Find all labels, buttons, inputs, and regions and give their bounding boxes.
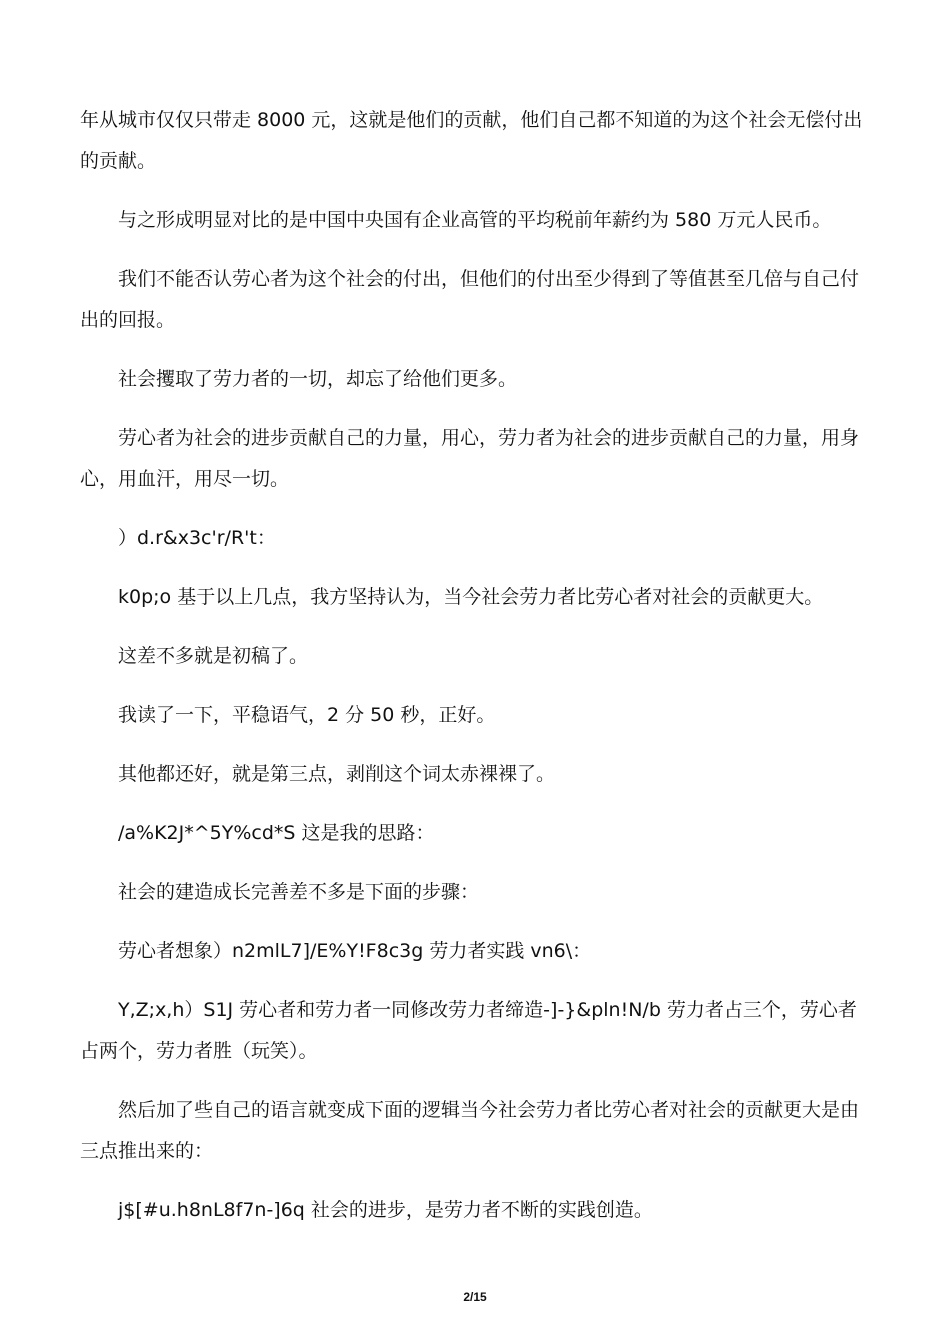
paragraph-13: 劳心者想象）n2mlL7]/E%Y!F8c3g 劳力者实践 vn6\： [118, 940, 592, 962]
paragraph-15: 然后加了些自己的语言就变成下面的逻辑当今社会劳力者比劳心者对社会的贡献更大是由三点推出来的： [80, 1099, 860, 1162]
paragraph-4: 社会攫取了劳力者的一切，却忘了给他们更多。 [118, 368, 518, 390]
paragraph-3: 我们不能否认劳心者为这个社会的付出，但他们的付出至少得到了等值甚至几倍与自己付出的回报。 [80, 268, 860, 331]
paragraph-5: 劳心者为社会的进步贡献自己的力量，用心，劳力者为社会的进步贡献自己的力量，用身心，用血汗，用尽一切。 [80, 427, 860, 490]
paragraph-11: /a%K2J*^5Y%cd*S 这是我的思路： [118, 822, 435, 844]
paragraph-10: 其他都还好，就是第三点，剥削这个词太赤裸裸了。 [118, 763, 556, 785]
paragraph-6: ）d.r&x3c'r/R't： [118, 527, 276, 549]
paragraph-9: 我读了一下，平稳语气，2 分 50 秒，正好。 [118, 704, 496, 726]
paragraph-12: 社会的建造成长完善差不多是下面的步骤： [118, 881, 480, 903]
paragraph-16: j$[#u.h8nL8f7n-]6q 社会的进步，是劳力者不断的实践创造。 [118, 1199, 653, 1221]
paragraph-2: 与之形成明显对比的是中国中央国有企业高管的平均税前年薪约为 580 万元人民币。 [118, 209, 832, 231]
paragraph-7: k0p;o 基于以上几点，我方坚持认为，当今社会劳力者比劳心者对社会的贡献更大。 [118, 586, 824, 608]
document-body [80, 100, 870, 1249]
paragraph-14: Y,Z;x,h）S1J 劳心者和劳力者一同修改劳力者缔造-]-}&pln!N/b 劳力者占三个，劳心者占两个，劳力者胜（玩笑）。 [80, 999, 857, 1062]
page-number: 2/15 [463, 1290, 487, 1304]
paragraph-8: 这差不多就是初稿了。 [118, 645, 309, 667]
paragraph-1: 年从城市仅仅只带走 8000 元，这就是他们的贡献，他们自己都不知道的为这个社会无偿付出的贡献。 [80, 109, 863, 172]
